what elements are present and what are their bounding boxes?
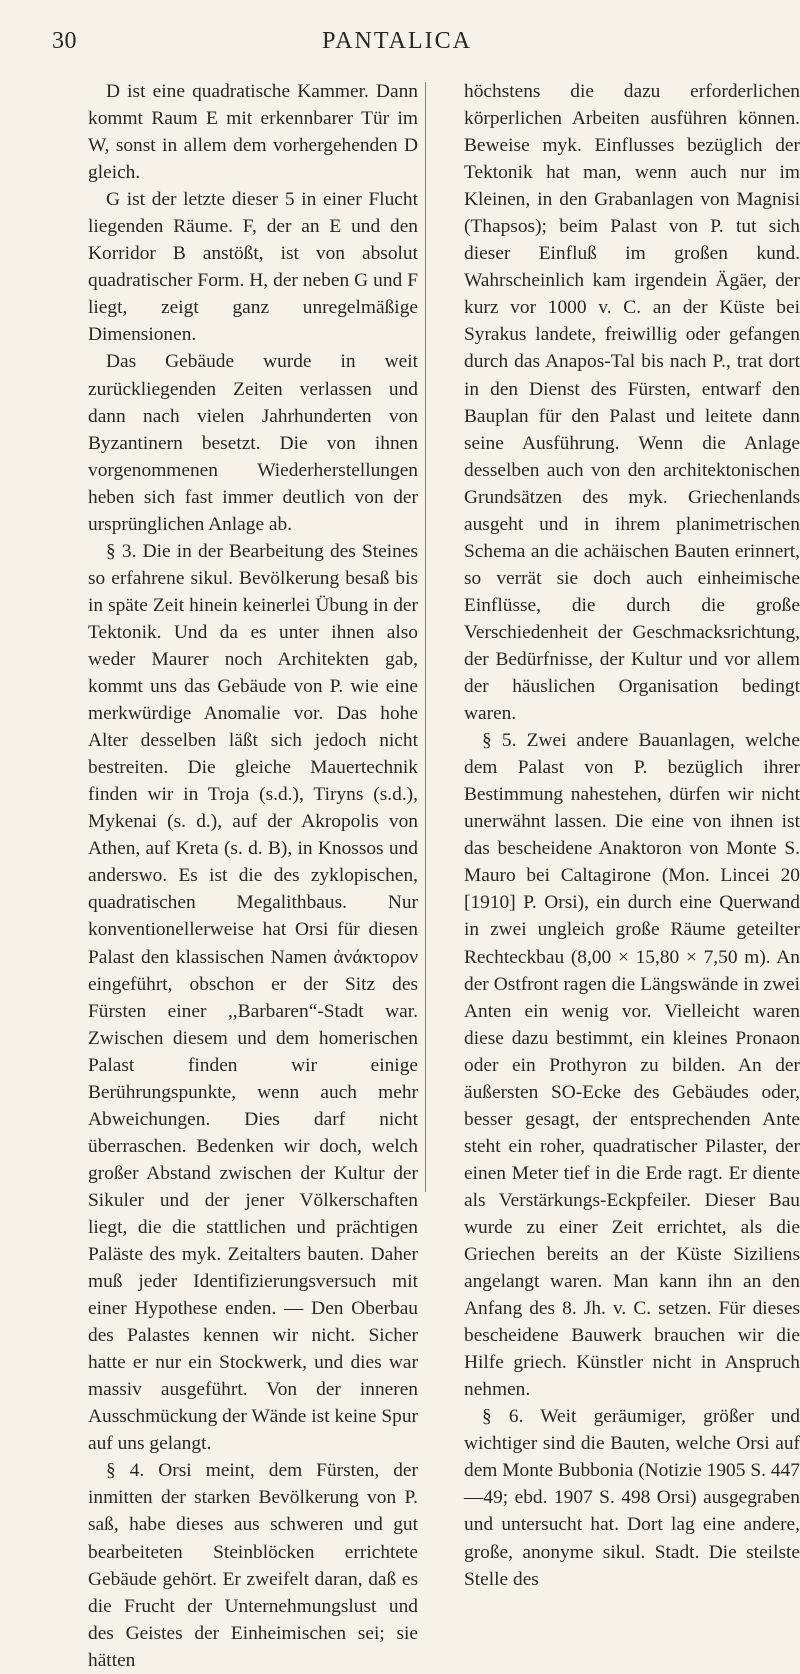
paragraph-section-5: § 5. Zwei andere Bauanlagen, welche dem Palast von P. bezüglich ihrer Bestimmung nahestehen, dürfen wir nicht unerwähnt lassen. Die eine von ihnen ist das bescheidene Anaktoron von Monte S. Mauro bei Caltagirone (Mon. Lincei 20 [1910] P. Orsi), ein durch eine Querwand in zwei ungleich große Räume geteilter Rechteckbau (8,00 × 15,80 × 7,50 m). An der Ostfront ragen die Längswände in zwei Anten ein wenig vor. Vielleicht waren diese dazu bestimmt, ein kleines Pronaon oder ein Prothyron zu bilden. An der äußersten SO-Ecke des Gebäudes oder, besser gesagt, der entsprechenden Ante steht ein roher, quadratischer Pilaster, der einen Meter tief in die Erde ragt. Er diente als Verstärkungs-Eckpfeiler. Dieser Bau wurde zu einer Zeit errichtet, als die Griechen bereits an der Küste Siziliens angelangt waren. Man kann ihn an den Anfang des 8. Jh. v. C. setzen. Für dieses bescheidene Bauwerk brauchen wir die Hilfe griech. Künstler nicht in Anspruch nehmen.	[464, 730, 800, 1401]
paragraph-room-d: D ist eine quadratische Kammer. Dann kommt Raum E mit erkennbarer Tür im W, sonst in allem dem vorhergehenden D gleich.	[88, 81, 418, 184]
paragraph-section-6: § 6. Weit geräumiger, größer und wichtiger sind die Bauten, welche Orsi auf dem Monte Bubbonia (Notizie 1905 S. 447—49; ebd. 1907 S. 498 Orsi) ausgegraben und untersucht hat. Dort lag eine andere, große, anonyme sikul. Stadt. Die steilste Stelle des	[464, 1406, 800, 1590]
paragraph-section-4: § 4. Orsi meint, dem Fürsten, der inmitten der starken Bevölkerung von P. saß, habe dieses aus schweren und gut bearbeiteten Steinblöcken errichtete Gebäude gehört. Er zweifelt daran, daß es die Frucht der Unternehmungslust und des Geistes der Einheimischen sei; sie hätten	[88, 1460, 418, 1671]
column-divider	[425, 82, 426, 1192]
paragraph-section-3: § 3. Die in der Bearbeitung des Steines so erfahrene sikul. Bevölkerung besaß bis in späte Zeit hinein keinerlei Übung in der Tektonik. Und da es unter ihnen also weder Maurer noch Architekten gab, kommt uns das Gebäude von P. wie eine merkwürdige Anomalie vor. Das hohe Alter desselben läßt sich jedoch nicht bestreiten. Die gleiche Mauertechnik finden wir in Troja (s.d.), Tiryns (s.d.), Mykenai (s. d.), auf der Akropolis von Athen, auf Kreta (s. d. B), in Knossos und anderswo. Es ist die des zyklopischen, quadratischen Megalithbaus. Nur konventionellerweise hat Orsi für diesen Palast den klassischen Namen ἀνάκτορον eingeführt, obschon er der Sitz des Fürsten einer ,,Barbaren“-Stadt war. Zwischen diesem und dem homerischen Palast finden wir einige Berührungspunkte, wenn auch mehr Abweichungen. Dies darf nicht überraschen. Bedenken wir doch, welch großer Abstand zwischen der Kultur der Sikuler und der jener Völkerschaften liegt, die die stattlichen und prächtigen Paläste des myk. Zeitalters bauten. Daher muß jeder Identifizierungsversuch mit einer Hypothese enden. — Den Oberbau des Palastes kennen wir nicht. Sicher hatte er nur ein Stockwerk, und dies war massiv ausgeführt. Von der inneren Ausschmückung der Wände ist keine Spur auf uns gelangt.	[88, 540, 418, 1455]
page-header	[52, 28, 742, 58]
left-column	[88, 78, 418, 1674]
right-column	[464, 78, 800, 1593]
running-title: PANTALICA	[322, 28, 472, 54]
paragraph-continuation: höchstens die dazu erforderlichen körperlichen Arbeiten ausführen können. Beweise myk. Einflusses bezüglich der Tektonik hat man, wenn auch nur im Kleinen, in den Grabanlagen von Magnisi (Thapsos); beim Palast von P. tut sich dieser Einfluß im großen kund. Wahrscheinlich kam irgendein Ägäer, der kurz vor 1000 v. C. an der Küste bei Syrakus landete, freiwillig oder gefangen durch das Anapos-Tal bis nach P., trat dort in den Dienst des Fürsten, entwarf den Bauplan für den Palast und leitete dann seine Ausführung. Wenn die Anlage desselben auch von den architektonischen Grundsätzen des myk. Griechenlands ausgeht und in ihrem planimetrischen Schema an die achäischen Bauten erinnert, so verrät sie doch auch einheimische Einflüsse, die durch die große Verschiedenheit der Geschmacksrichtung, der Bedürfnisse, der Kultur und vor allem der häuslichen Organisation bedingt waren.	[464, 81, 800, 725]
page-number: 30	[52, 28, 77, 54]
paragraph-room-g: G ist der letzte dieser 5 in einer Flucht liegenden Räume. F, der an E und den Korridor B anstößt, ist von absolut quadratischer Form. H, der neben G und F liegt, zeigt ganz unregelmäßige Dimensionen.	[88, 189, 418, 346]
paragraph-byzantine: Das Gebäude wurde in weit zurückliegenden Zeiten verlassen und dann nach vielen Jahrhunderten von Byzantinern besetzt. Die von ihnen vorgenommenen Wiederherstellungen heben sich fast immer deutlich von der ursprünglichen Anlage ab.	[88, 351, 418, 535]
